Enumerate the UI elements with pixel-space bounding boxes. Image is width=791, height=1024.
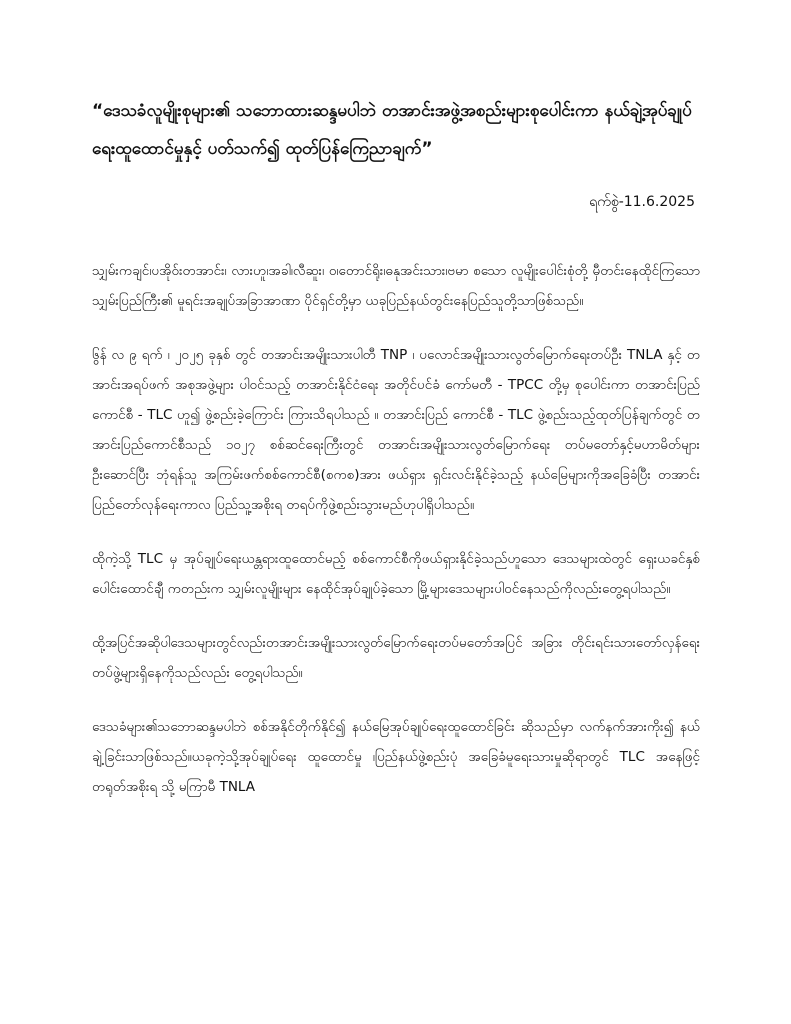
paragraph-5: ဒေသခံများ၏သဘောဆန္ဒမပါဘဲ စစ်အနိုင်တိုက်နိုင်၍ နယ်မြေအုပ်ချုပ်ရေးထူထောင်ခြင်း ဆိုသည်မှာ လက်နက်အားကိုး၍ နယ်ချဲ့ခြင်းသာဖြစ်သည်။ယခုကဲ့သို့အုပ်ချုပ်ရေး ထူထောင်မှု ၊ပြည်နယ်ဖွဲ့စည်းပုံ အခြေခံမူရေးသားမှုဆိုရာတွင် TLC အနေဖြင့် တရုတ်အစိုးရ သို့ မကြာမီ TNLA	[92, 719, 700, 795]
document-body	[92, 256, 700, 826]
paragraph-4: ထို့အပြင်အဆိုပါဒေသများတွင်လည်းတအာင်းအမျိုးသားလွတ်မြောက်ရေးတပ်မတော်အပြင် အခြား တိုင်းရင်းသားတော်လှန်ရေးတပ်ဖွဲ့များရှိနေကိုသည်လည်း တွေ့ရပါသည်။	[92, 635, 700, 681]
paragraph-1: သျှမ်းကချင်၊ပအိုဝ်းတအာင်း၊ လားဟူ၊အခါ၊လီဆူး၊ ဝ၊တောင်ရိုး၊ဓနုအင်းသား၊ဗမာ စသော လူမျိုးပေါင်းစုံတို့ မှီတင်းနေထိုင်ကြသော သျှမ်းပြည်ကြီး၏ မူရင်းအချုပ်အခြာအာဏာ ပိုင်ရှင်တို့မှာ ယခုပြည်နယ်တွင်းနေပြည်သူတို့သာဖြစ်သည်။	[92, 263, 700, 309]
document-title: “ဒေသခံလူမျိုးစုများ၏ သဘောထားဆန္ဒမပါဘဲ တအာင်းအဖွဲ့အစည်းများစုပေါင်းကာ နယ်ချဲ့အုပ်ချုပ်ရေးထူထောင်မှုနှင့် ပတ်သက်၍ ထုတ်ပြန်ကြေညာချက်”	[92, 101, 692, 159]
document-date: ရက်စွဲ-11.6.2025	[589, 194, 695, 210]
paragraph-2: ၆ွန် လ ၉ ရက် ၊ ၂၀၂၅ ခုနှစ် တွင် တအာင်းအမျိုးသားပါတီ TNP ၊ ပလောင်အမျိုးသားလွတ်မြောက်ရေးတပ်ဦး TNLA နှင့် တအာင်းအရပ်ဖက် အစုအဖွဲ့များ ပါဝင်သည့် တအာင်းနိုင်ငံရေး အတိုင်ပင်ခံ ကော်မတီ - TPCC တို့မှ စုပေါင်းကာ တအာင်းပြည်ကောင်စီ - TLC ဟူ၍ ဖွဲ့စည်းခဲ့ကြောင်း ကြားသိရပါသည် ။ တအာင်းပြည် ကောင်စီ - TLC ဖွဲ့စည်းသည့်ထုတ်ပြန်ချက်တွင် တအာင်းပြည်ကောင်စီသည် ၁၀၂၇ စစ်ဆင်ရေးကြီးတွင် တအာင်းအမျိုးသားလွတ်မြောက်ရေး တပ်မတော်နှင့်မဟာမိတ်များ ဦးဆောင်ပြီး ဘုံရန်သူ အကြမ်းဖက်စစ်ကောင်စီ(စကစ)အား ဖယ်ရှား ရှင်းလင်းနိုင်ခဲ့သည့် နယ်မြေများကိုအခြေခံပြီး တအာင်းပြည်တော်လုန်ရေးကာလ ပြည်သူ့အစိုးရ တရပ်ကိုဖွဲ့စည်းသွားမည်ဟုပါရှိပါသည်။	[92, 347, 700, 513]
paragraph-3: ထိုကဲ့သို့ TLC မှ အုပ်ချုပ်ရေးယန္တရားထူထောင်မည့် စစ်ကောင်စီကိုဖယ်ရှားနိုင်ခဲ့သည်ဟူသော ဒေသများထဲတွင် ရှေးယခင်နှစ်ပေါင်းထောင်ချီ ကတည်းက သျှမ်းလူမျိုးများ နေထိုင်အုပ်ချုပ်ခဲ့သော မြို့များဒေသများပါဝင်နေသည်ကိုလည်းတွေ့ရပါသည်။	[92, 551, 700, 597]
